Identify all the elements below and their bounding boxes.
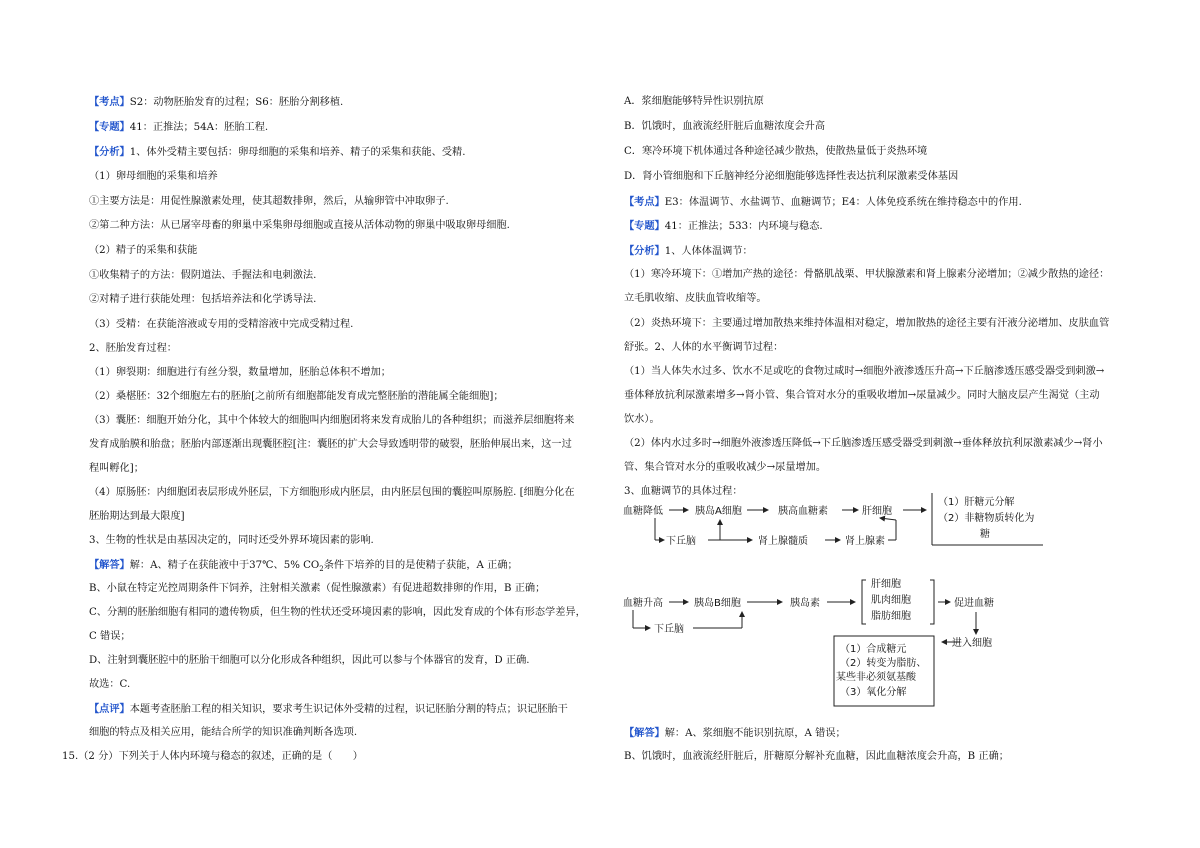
zhuanti-line: 【专题】41：正推法；533：内环境与稳态. (624, 220, 823, 232)
text-line: （3）囊胚：细胞开始分化，其中个体较大的细胞叫内细胞团将来发育成胎儿的各种组织；而滋养层细胞将来 (89, 415, 575, 426)
d2-result2: （2）转变为脂肪、 (840, 658, 927, 669)
text-line: ②对精子进行获能处理：包括培养法和化学诱导法. (89, 294, 317, 305)
text-line: （2）桑椹胚：32个细胞左右的胚胎[之前所有细胞都能发育成完整胚胎的潜能属全能细胞]； (89, 391, 504, 402)
d1-result2a: （2）非糖物质转化为 (938, 513, 1035, 524)
d1-adrenal-medulla: 肾上腺髓质 (758, 536, 808, 547)
d2-islet-b: 胰岛B细胞 (694, 598, 741, 609)
option-d: D．肾小管细胞和下丘脑神经分泌细胞能够选择性表达抗利尿激素受体基因 (624, 171, 959, 182)
fenxi-line: 【分析】1、人体体温调节： (624, 245, 753, 257)
d2-hypothalamus: 下丘脑 (654, 624, 684, 635)
d2-cell-muscle: 肌肉细胞 (871, 595, 911, 606)
d2-insulin: 胰岛素 (790, 598, 820, 609)
text-line: 程叫孵化]； (89, 463, 144, 474)
zhuanti-line: 【专题】41：正推法；54A：胚胎工程. (89, 121, 269, 133)
text-line: 3、血糖调节的具体过程： (624, 486, 743, 497)
text-line: （1）当人体失水过多、饮水不足或吃的食物过咸时→细胞外液渗透压升高→下丘脑渗透压感受器受到刺激→ (624, 366, 1105, 377)
text-line: D、注射到囊胚腔中的胚胎干细胞可以分化形成各种组织，因此可以参与个体器官的发育，D 正确. (89, 655, 530, 666)
text-line: 故选：C. (89, 679, 131, 690)
d1-liver: 肝细胞 (862, 506, 892, 517)
text-line: ①主要方法是：用促性腺激素处理，使其超数排卵，然后，从输卵管中冲取卵子. (89, 196, 449, 207)
d1-adrenaline: 肾上腺素 (845, 536, 885, 547)
text-line: 垂体释放抗利尿激素增多→肾小管、集合管对水分的重吸收增加→尿量减少。同时大脑皮层产生渴觉（主动 (624, 390, 1100, 401)
text-line: C 错误； (89, 631, 131, 642)
d2-cell-liver: 肝细胞 (871, 579, 901, 590)
text-line: 2、胚胎发育过程： (89, 343, 177, 354)
text-line: 立毛肌收缩、皮肤血管收缩等。 (624, 293, 767, 304)
text-line: ②第二种方法：从已屠宰母畜的卵巢中采集卵母细胞或直接从活体动物的卵巢中吸取卵母细胞. (89, 220, 510, 231)
text-line: B、小鼠在特定光控周期条件下饲养，注射相关激素（促性腺激素）有促进超数排卵的作用，B 正确； (89, 583, 546, 594)
d2-cell-fat: 脂肪细胞 (871, 611, 911, 622)
option-b: B．饥饿时，血液流经肝脏后血糖浓度会升高 (624, 121, 826, 132)
text-line: 管、集合管对水分的重吸收减少→尿量增加。 (624, 462, 827, 473)
text-line: B、饥饿时，血液流经肝脏后，肝糖原分解补充血糖，因此血糖浓度会升高，B 正确； (624, 751, 1009, 762)
text-line: 胚胎期达到最大限度] (89, 511, 185, 522)
text-line: 饮水）。 (624, 414, 660, 425)
d2-start: 血糖升高 (623, 598, 663, 609)
dianping-line: 【点评】本题考查胚胎工程的相关知识，要求考生识记体外受精的过程，识记胚胎分割的特点；识记胚胎干 (89, 703, 568, 715)
d1-start: 血糖降低 (623, 506, 663, 517)
d1-hypothalamus: 下丘脑 (666, 536, 696, 547)
text-line: C、分割的胚胎细胞有相同的遗传物质，但生物的性状还受环境因素的影响，因此发育成的个体有形态学差异， (89, 607, 586, 618)
d2-result1: （1）合成糖元 (840, 644, 907, 655)
jieda-line: 【解答】解：A、浆细胞不能识别抗原，A 错误； (624, 727, 846, 739)
d1-result2b: 糖 (980, 529, 990, 540)
d1-glucagon: 胰高血糖素 (778, 506, 828, 517)
text-line: （1）寒冷环境下：①增加产热的途径：骨骼肌战栗、甲状腺激素和肾上腺素分泌增加；②减少散热的途径： (624, 269, 1110, 280)
text-line: 舒张。2、人体的水平衡调节过程： (624, 342, 784, 353)
d2-promote: 促进血糖 (954, 598, 994, 609)
text-line: 细胞的特点及相关应用，能结合所学的知识准确判断各选项. (89, 727, 358, 738)
d2-enter: 进入细胞 (952, 638, 992, 649)
text-line: （2）体内水过多时→细胞外液渗透压降低→下丘脑渗透压感受器受到刺激→垂体释放抗利尿激素减少→肾小 (624, 438, 1103, 449)
text-line: （4）原肠胚：内细胞团表层形成外胚层，下方细胞形成内胚层，由内胚层包围的囊腔叫原肠腔. [细胞分化在 (89, 487, 575, 498)
text-line: ①收集精子的方法：假阴道法、手握法和电刺激法. (89, 270, 317, 281)
fenxi-line: 【分析】1、体外受精主要包括：卵母细胞的采集和培养、精子的采集和获能、受精. (89, 146, 466, 158)
text-line: （3）受精：在获能溶液或专用的受精溶液中完成受精过程. (89, 319, 354, 330)
jieda-line: 【解答】解：A、精子在获能液中于37℃、5% $CO_2$条件下培养的目的是使精子获能，A 正确； (89, 559, 518, 574)
d1-result1: （1）肝糖元分解 (938, 497, 1015, 508)
text-line: 3、生物的性状是由基因决定的，同时还受外界环境因素的影响. (89, 535, 374, 546)
text-line: 发育成胎膜和胎盘；胚胎内部逐渐出现囊胚腔[注：囊胚的扩大会导致透明带的破裂，胚胎伸展出来，这一过 (89, 439, 572, 450)
text-line: （1）卵母细胞的采集和培养 (89, 171, 218, 182)
text-line: （2）炎热环境下：主要通过增加散热来维持体温相对稳定，增加散热的途径主要有汗液分泌增加、皮肤血管 (624, 318, 1110, 329)
d1-islet-a: 胰岛A细胞 (695, 506, 742, 517)
kaodian-line: 【考点】S2：动物胚胎发育的过程；S6：胚胎分割移植. (89, 96, 344, 108)
kaodian-line: 【考点】E3：体温调节、水盐调节、血糖调节；E4：人体免疫系统在维持稳态中的作用. (624, 196, 1022, 208)
option-a: A．浆细胞能够特异性识别抗原 (624, 96, 764, 107)
text-line: （1）卵裂期：细胞进行有丝分裂，数量增加，胚胎总体积不增加； (89, 367, 391, 378)
text-line: （2）精子的采集和获能 (89, 245, 198, 256)
d2-result3: （3）氧化分解 (840, 687, 907, 698)
option-c: C．寒冷环境下机体通过各种途径减少散热，使散热量低于炎热环境 (624, 146, 928, 157)
d2-result2b: 某些非必须氨基酸 (836, 672, 916, 683)
question-15: 15.（2 分）下列关于人体内环境与稳态的叙述，正确的是（ ） (62, 751, 363, 762)
